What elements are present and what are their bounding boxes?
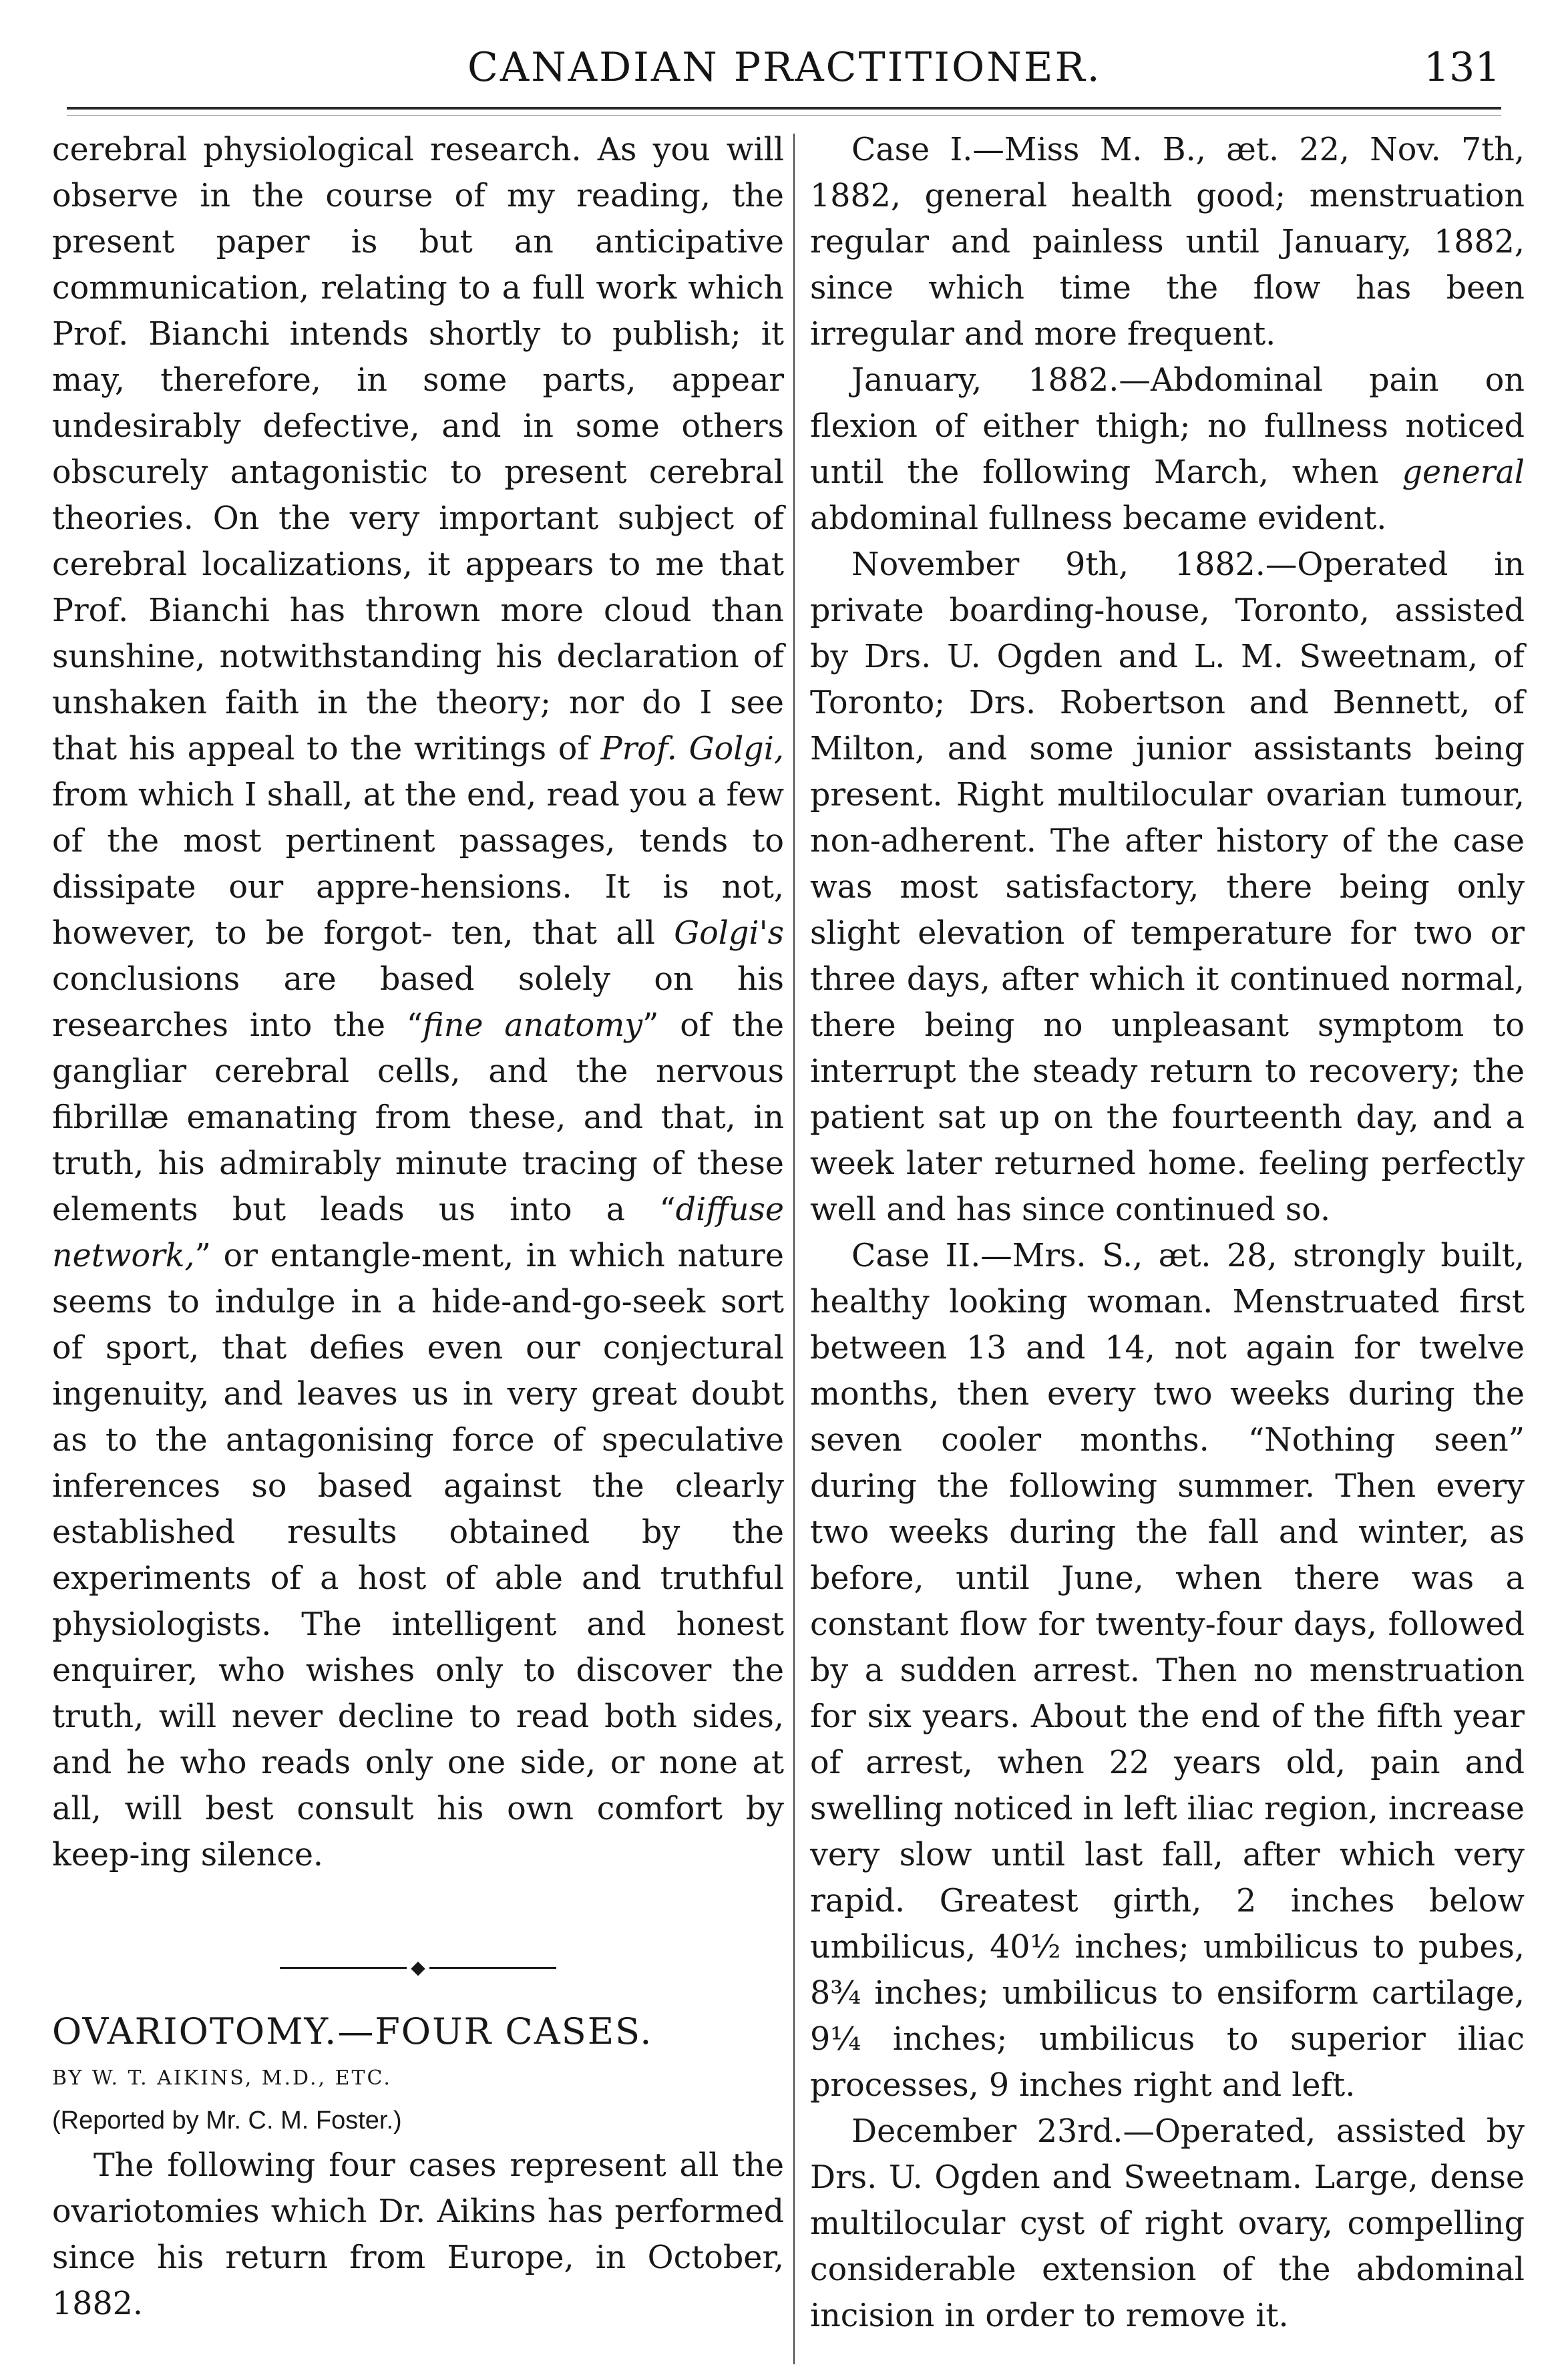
- header-rule: [67, 107, 1501, 110]
- emphasis-diffuse-network: diffuse network,: [52, 1192, 784, 1274]
- emphasis-fine: fine: [423, 1007, 483, 1044]
- continued-paragraph: cerebral physiological research. As you will observe in the course of my reading, the present paper is but an anticipative communication, relating to a full work which Prof. Bianchi intends shortly to publish; it may, therefore, in some parts, appear undesirably defective, and in some others obscurely antagonistic to present cerebral theories. On the very important subject of cerebral localizations, it appears to me that Prof. Bianchi has thrown more cloud than sunshine, notwithstanding his declaration of unshaken faith in the theory; nor do I see that his appeal to the writings of Prof. Golgi, from which I shall, at the end, read you a few of the most pertinent passages, tends to dissipate our appre-hensions. It is not, however, to be forgot- ten, that all Golgi's conclusions are based solely on his researches into the “fine anatomy” of the gangliar cerebral cells, and the nervous fibrillæ emanating from these, and that, in truth, his admirably minute tracing of these elements but leads us into a “diffuse network,” or entangle-ment, in which nature seems to indulge in a hide-and-go-seek sort of sport, that defies even our conjectural ingenuity, and leaves us in very great doubt as to the antagonising force of speculative inferences so based against the clearly established results obtained by the experiments of a host of able and truthful physiologists. The intelligent and honest enquirer, who wishes only to discover the truth, will never decline to read both sides, and he who reads only one side, or none at all, will best consult his own comfort by keep-ing silence.: [52, 132, 785, 1873]
- emphasis-golgis: Golgi's: [674, 915, 784, 952]
- reported-by: (Reported by Mr. C. M. Foster.): [52, 2107, 402, 2135]
- right-column: [810, 127, 1525, 2339]
- diamond-icon: ◆: [411, 1956, 425, 1978]
- case-2-paragraph: Case II.—Mrs. S., æt. 28, strongly built, healthy looking woman. Menstruated first between 13 and 14, not again for twelve months, then every two weeks during the seven cooler months. “Nothing seen” during the following summer. Then every two weeks during the fall and winter, as before, until June, when there was a constant flow for twenty-four days, followed by a sudden arrest. Then no menstruation for six years. About the end of the fifth year of arrest, when 22 years old, pain and swelling noticed in left iliac region, increase very slow until last fall, after which very rapid. Greatest girth, 2 inches below umbilicus, 40½ inches; umbilicus to pubes, 8¾ inches; umbilicus to ensiform cartilage, 9¼ inches; umbilicus to superior iliac processes, 9 inches right and left.: [810, 1238, 1525, 2104]
- header-rule-thin: [67, 115, 1501, 116]
- section-ornament: [52, 1942, 784, 1978]
- page-number: 131: [1424, 44, 1501, 91]
- column-divider: [793, 134, 795, 2364]
- ornament-line-left: [280, 1967, 407, 1969]
- article-intro: The following four cases represent all the ovariotomies which Dr. Aikins has performed since his return from Europe, in October, 1882.: [52, 2147, 784, 2322]
- december-paragraph: December 23rd.—Operated, assisted by Drs. U. Ogden and Sweetnam. Large, dense multilocular cyst of right ovary, compelling considerable extension of the abdominal incision in order to remove it.: [810, 2113, 1525, 2334]
- journal-title: CANADIAN PRACTITIONER.: [467, 44, 1102, 91]
- running-header: [0, 32, 1568, 99]
- ornament-line-right: [429, 1967, 556, 1969]
- emphasis-general: general: [1402, 454, 1525, 491]
- emphasis-prof-golgi: Prof. Golgi,: [600, 731, 785, 767]
- case-1-paragraph: Case I.—Miss M. B., æt. 22, Nov. 7th, 1882, general health good; menstruation regular and painless until January, 1882, since which time the flow has been irregular and more frequent.: [810, 132, 1525, 353]
- article-byline: BY W. T. AIKINS, M.D., ETC.: [52, 2066, 392, 2090]
- left-column: [52, 127, 784, 2327]
- january-paragraph: January, 1882.—Abdominal pain on flexion of either thigh; no fullness noticed until the following March, when general abdominal fullness became evident.: [810, 362, 1525, 537]
- emphasis-anatomy: anatomy: [504, 1007, 643, 1044]
- november-paragraph: November 9th, 1882.—Operated in private boarding-house, Toronto, assisted by Drs. U. Ogden and L. M. Sweetnam, of Toronto; Drs. Robertson and Bennett, of Milton, and some junior assistants being present. Right multilocular ovarian tumour, non-adherent. The after history of the case was most satisfactory, there being only slight elevation of temperature for two or three days, after which it continued normal, there being no unpleasant symptom to interrupt the steady return to recovery; the patient sat up on the fourteenth day, and a week later returned home. feeling perfectly well and has since continued so.: [810, 546, 1525, 1228]
- article-title: OVARIOTOMY.—FOUR CASES.: [52, 2010, 653, 2052]
